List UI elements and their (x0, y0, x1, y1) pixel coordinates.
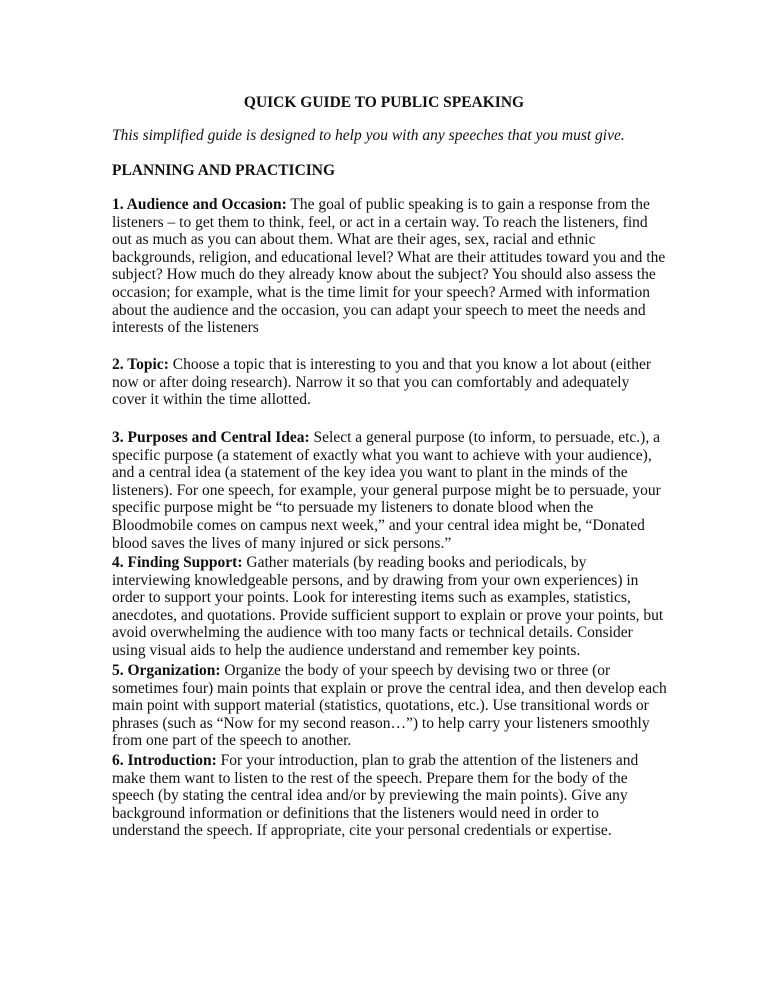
item-label: 5. Organization: (112, 662, 221, 679)
text-line: sometimes four) main points that explain or prove the central idea, and then develop each (112, 679, 667, 697)
text-line: blood saves the lives of many injured or sick persons.” (112, 534, 452, 552)
text-line: make them want to listen to the rest of the speech. Prepare them for the body of the (112, 769, 628, 787)
section-heading: PLANNING AND PRACTICING (112, 162, 336, 179)
item-introduction (112, 752, 692, 840)
text-line: subject? How much do they already know about the subject? You should also assess the (112, 266, 656, 284)
text-line: background information or definitions that the listeners would need in order to (112, 804, 599, 822)
text-line: interviewing knowledgeable persons, and by drawing from your own experiences) in (112, 571, 639, 589)
text-line: main point with support material (statistics, quotations, etc.). Use transitional words or (112, 697, 649, 715)
item-finding-support (112, 554, 692, 660)
item-label: 3. Purposes and Central Idea: (112, 429, 310, 446)
item-label: 2. Topic: (112, 356, 169, 373)
text-line: listeners – to get them to think, feel, or act in a certain way. To reach the listeners, find (112, 213, 648, 231)
text-line: phrases (such as “Now for my second reason…”) to help carry your listeners smoothly (112, 714, 650, 732)
item-organization (112, 662, 692, 750)
text-line: interests of the listeners (112, 319, 259, 337)
text-line: For your introduction, plan to grab the attention of the listeners and (216, 752, 639, 769)
text-line: specific purpose (a statement of exactly what you want to achieve with your audience), (112, 446, 652, 464)
item-label: 4. Finding Support: (112, 554, 243, 571)
item-purposes-central-idea (112, 429, 692, 552)
text-line: anecdotes, and quotations. Provide sufficient support to explain or prove your points, but (112, 606, 664, 624)
text-line: about the audience and the occasion, you can adapt your speech to meet the needs and (112, 301, 646, 319)
text-line: backgrounds, religion, and educational level? What are their attitudes toward you and the (112, 248, 666, 266)
item-topic (112, 356, 692, 409)
text-line: Organize the body of your speech by devising two or three (or (220, 662, 611, 679)
text-line: Select a general purpose (to inform, to persuade, etc.), a (309, 429, 660, 446)
text-line: using visual aids to help the audience understand and remember key points. (112, 641, 581, 659)
text-line: out as much as you can about them. What are their ages, sex, racial and ethnic (112, 231, 596, 249)
document-title: QUICK GUIDE TO PUBLIC SPEAKING (243, 94, 525, 111)
text-line: Gather materials (by reading books and periodicals, by (242, 554, 587, 571)
text-line: Choose a topic that is interesting to you and that you know a lot about (either (168, 356, 651, 373)
text-line: avoid overwhelming the audience with too many facts or technical details. Consider (112, 624, 633, 642)
text-line: from one part of the speech to another. (112, 732, 352, 750)
text-line: cover it within the time allotted. (112, 391, 311, 409)
text-line: specific purpose might be “to persuade my listeners to donate blood when the (112, 499, 594, 517)
text-line: listeners). For one speech, for example, your general purpose might be to persuade, your (112, 481, 661, 499)
text-line: Bloodmobile comes on campus next week,” and your central idea might be, “Donated (112, 516, 645, 534)
item-label: 6. Introduction: (112, 752, 217, 769)
item-audience-occasion (112, 196, 692, 337)
text-line: order to support your points. Look for interesting items such as examples, statistics, (112, 589, 631, 607)
text-line: occasion; for example, what is the time limit for your speech? Armed with information (112, 283, 651, 301)
text-line: now or after doing research). Narrow it so that you can comfortably and adequately (112, 373, 630, 391)
text-line: The goal of public speaking is to gain a response from the (286, 196, 650, 213)
intro-text: This simplified guide is designed to help you with any speeches that you must give. (112, 127, 625, 144)
text-line: speech (by stating the central idea and/or by previewing the main points). Give any (112, 787, 628, 805)
text-line: understand the speech. If appropriate, cite your personal credentials or expertise. (112, 822, 612, 840)
text-line: and a central idea (a statement of the key idea you want to plant in the minds of the (112, 464, 628, 482)
item-label: 1. Audience and Occasion: (112, 196, 287, 213)
